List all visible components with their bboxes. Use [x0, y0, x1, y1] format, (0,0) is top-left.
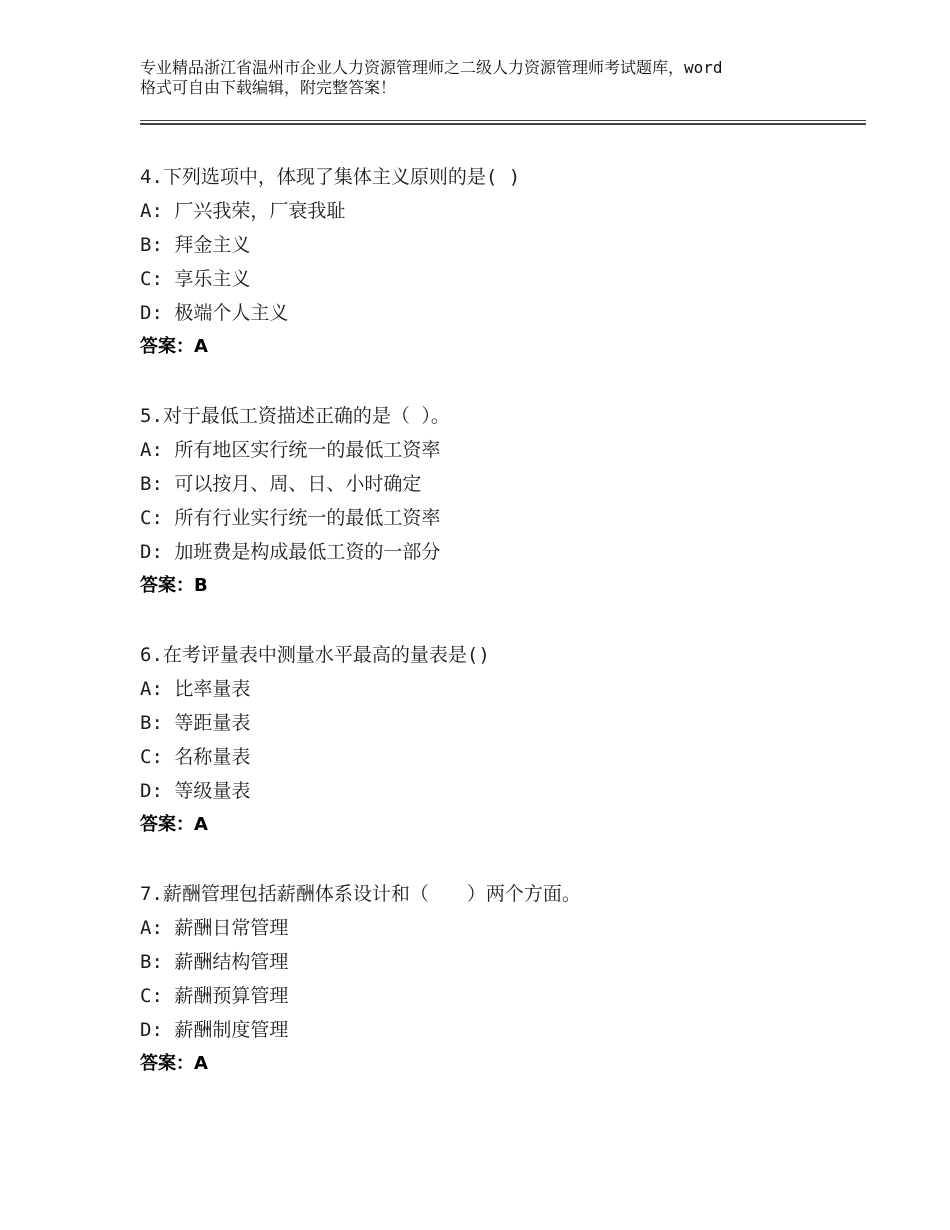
question-6: [140, 638, 860, 842]
option-b: B: 等距量表: [140, 712, 251, 734]
option-c: C: 名称量表: [140, 746, 251, 768]
header-title-line-1: 专业精品浙江省温州市企业人力资源管理师之二级人力资源管理师考试题库，word: [140, 58, 723, 77]
option-d: D: 加班费是构成最低工资的一部分: [140, 541, 441, 563]
question-stem: 7.薪酬管理包括薪酬体系设计和（ ）两个方面。: [140, 883, 581, 905]
answer-line: 答案：A: [140, 1053, 208, 1074]
question-7: [140, 877, 860, 1081]
question-5: [140, 399, 860, 603]
option-d: D: 薪酬制度管理: [140, 1019, 289, 1041]
option-b: B: 可以按月、周、日、小时确定: [140, 473, 422, 495]
document-header: [140, 58, 840, 98]
header-divider: [140, 120, 866, 125]
option-c: C: 享乐主义: [140, 268, 251, 290]
option-d: D: 极端个人主义: [140, 302, 289, 324]
option-a: A: 比率量表: [140, 678, 251, 700]
option-c: C: 薪酬预算管理: [140, 985, 289, 1007]
question-stem: 6.在考评量表中测量水平最高的量表是(): [140, 644, 490, 666]
answer-line: 答案：A: [140, 336, 208, 357]
answer-line: 答案：B: [140, 575, 208, 596]
option-d: D: 等级量表: [140, 780, 251, 802]
question-4: [140, 160, 860, 364]
option-a: A: 厂兴我荣，厂衰我耻: [140, 200, 346, 222]
option-c: C: 所有行业实行统一的最低工资率: [140, 507, 441, 529]
answer-line: 答案：A: [140, 814, 208, 835]
header-title-line-2: 格式可自由下载编辑，附完整答案！: [140, 78, 397, 97]
option-a: A: 所有地区实行统一的最低工资率: [140, 439, 441, 461]
question-stem: 5.对于最低工资描述正确的是（ ）。: [140, 405, 450, 427]
question-stem: 4.下列选项中，体现了集体主义原则的是( ): [140, 166, 521, 188]
option-b: B: 薪酬结构管理: [140, 951, 289, 973]
option-a: A: 薪酬日常管理: [140, 917, 289, 939]
option-b: B: 拜金主义: [140, 234, 251, 256]
